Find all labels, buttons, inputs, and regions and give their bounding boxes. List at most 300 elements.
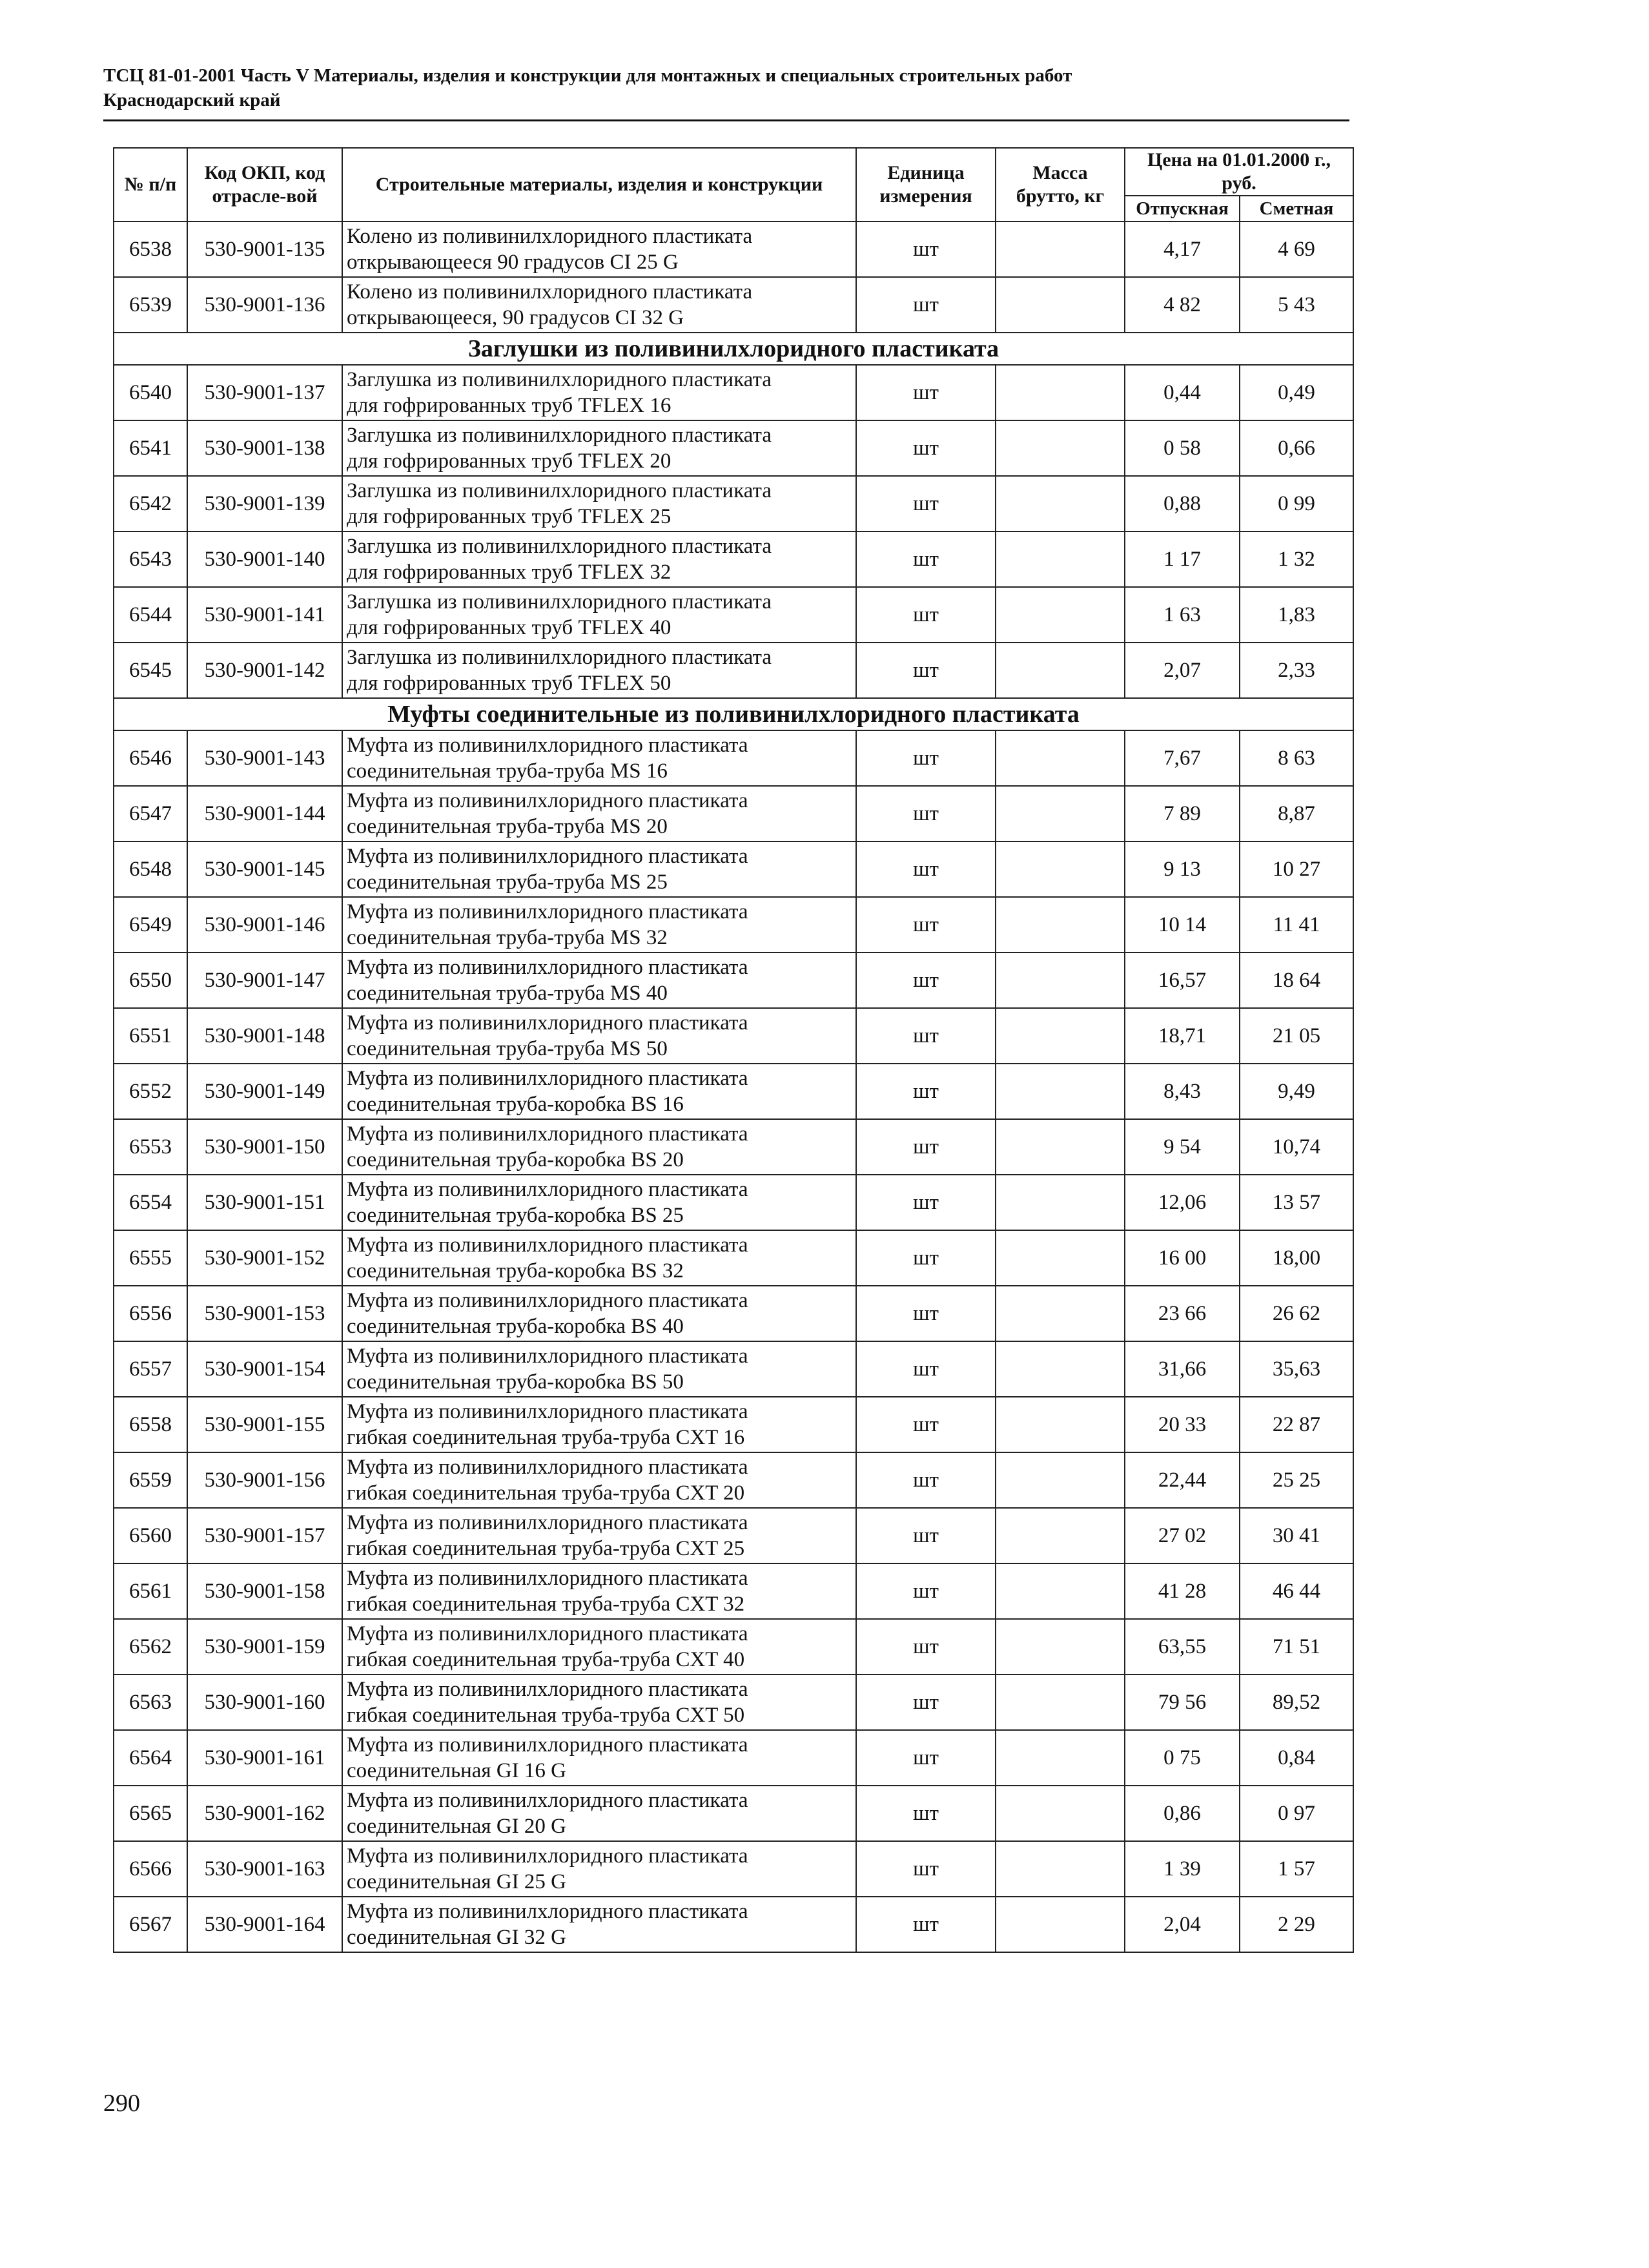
- row-code: 530-9001-142: [187, 643, 342, 698]
- row-description-line1: Муфта из поливинилхлоридного пластиката: [347, 1511, 748, 1534]
- row-price-release: 1 39: [1125, 1841, 1240, 1897]
- row-mass: [996, 1897, 1125, 1952]
- row-price-estimate: 71 51: [1240, 1619, 1353, 1675]
- row-description-line2: гибкая соединительная труба-труба CXT 20: [347, 1481, 745, 1505]
- row-number: 6562: [114, 1619, 187, 1675]
- row-unit: шт: [856, 420, 996, 476]
- row-number: 6567: [114, 1897, 187, 1952]
- row-price-estimate: 9,49: [1240, 1064, 1353, 1119]
- row-description-line1: Муфта из поливинилхлоридного пластиката: [347, 1067, 748, 1090]
- table-row: [114, 1175, 1353, 1230]
- row-unit: шт: [856, 1452, 996, 1508]
- table-row: [114, 786, 1353, 841]
- table-row: [114, 587, 1353, 643]
- row-description: [342, 897, 856, 953]
- row-code: 530-9001-140: [187, 531, 342, 587]
- col-header-mass: Масса брутто, кг: [996, 148, 1125, 222]
- row-price-release: 0,44: [1125, 365, 1240, 420]
- row-price-release: 63,55: [1125, 1619, 1240, 1675]
- row-unit: шт: [856, 841, 996, 897]
- row-code: 530-9001-149: [187, 1064, 342, 1119]
- row-mass: [996, 476, 1125, 531]
- row-description-line1: Муфта из поливинилхлоридного пластиката: [347, 734, 748, 757]
- row-code: 530-9001-161: [187, 1730, 342, 1786]
- row-description: [342, 953, 856, 1008]
- row-description: [342, 730, 856, 786]
- row-code: 530-9001-147: [187, 953, 342, 1008]
- row-description: [342, 1341, 856, 1397]
- row-description-line2: для гофрированных труб TFLEX 25: [347, 505, 671, 528]
- row-number: 6555: [114, 1230, 187, 1286]
- row-price-release: 0,88: [1125, 476, 1240, 531]
- section-row: [114, 333, 1353, 365]
- row-price-release: 9 54: [1125, 1119, 1240, 1175]
- row-description-line2: гибкая соединительная труба-труба CXT 16: [347, 1426, 745, 1449]
- row-code: 530-9001-139: [187, 476, 342, 531]
- row-price-estimate: 5 43: [1240, 277, 1353, 333]
- row-price-release: 22,44: [1125, 1452, 1240, 1508]
- row-price-release: 7 89: [1125, 786, 1240, 841]
- row-description-line1: Муфта из поливинилхлоридного пластиката: [347, 1567, 748, 1590]
- row-mass: [996, 531, 1125, 587]
- row-code: 530-9001-162: [187, 1786, 342, 1841]
- row-price-estimate: 22 87: [1240, 1397, 1353, 1452]
- row-price-release: 20 33: [1125, 1397, 1240, 1452]
- row-price-estimate: 11 41: [1240, 897, 1353, 953]
- table-row: [114, 1508, 1353, 1563]
- row-unit: шт: [856, 1897, 996, 1952]
- row-price-release: 1 17: [1125, 531, 1240, 587]
- row-number: 6547: [114, 786, 187, 841]
- row-description: [342, 1397, 856, 1452]
- row-description-line2: гибкая соединительная труба-труба CXT 40: [347, 1648, 745, 1671]
- row-description-line1: Муфта из поливинилхлоридного пластиката: [347, 1789, 748, 1812]
- row-unit: шт: [856, 1675, 996, 1730]
- row-price-release: 2,04: [1125, 1897, 1240, 1952]
- row-code: 530-9001-138: [187, 420, 342, 476]
- row-code: 530-9001-155: [187, 1397, 342, 1452]
- row-unit: шт: [856, 1397, 996, 1452]
- table-row: [114, 841, 1353, 897]
- row-number: 6541: [114, 420, 187, 476]
- row-code: 530-9001-143: [187, 730, 342, 786]
- row-price-release: 27 02: [1125, 1508, 1240, 1563]
- row-description-line2: гибкая соединительная труба-труба CXT 32: [347, 1593, 745, 1616]
- row-description: [342, 587, 856, 643]
- row-unit: шт: [856, 1619, 996, 1675]
- row-description-line2: соединительная труба-коробка BS 25: [347, 1204, 684, 1227]
- row-unit: шт: [856, 786, 996, 841]
- row-unit: шт: [856, 1008, 996, 1064]
- row-description: [342, 1286, 856, 1341]
- row-number: 6543: [114, 531, 187, 587]
- row-number: 6565: [114, 1786, 187, 1841]
- row-description: [342, 1508, 856, 1563]
- row-number: 6554: [114, 1175, 187, 1230]
- section-title-plugs: Заглушки из поливинилхлоридного пластиката: [114, 333, 1353, 365]
- row-mass: [996, 1397, 1125, 1452]
- row-number: 6556: [114, 1286, 187, 1341]
- row-mass: [996, 1286, 1125, 1341]
- header-title: ТСЦ 81-01-2001 Часть V Материалы, изделия и конструкции для монтажных и специальных строительных работ: [103, 65, 1072, 86]
- row-price-release: 16 00: [1125, 1230, 1240, 1286]
- table-row: [114, 1452, 1353, 1508]
- row-price-release: 0 58: [1125, 420, 1240, 476]
- table-row: [114, 730, 1353, 786]
- row-number: 6542: [114, 476, 187, 531]
- row-mass: [996, 1230, 1125, 1286]
- row-number: 6539: [114, 277, 187, 333]
- row-unit: шт: [856, 953, 996, 1008]
- row-number: 6538: [114, 222, 187, 277]
- row-number: 6546: [114, 730, 187, 786]
- row-code: 530-9001-164: [187, 1897, 342, 1952]
- row-unit: шт: [856, 730, 996, 786]
- header-region: Краснодарский край: [103, 90, 281, 110]
- row-description: [342, 420, 856, 476]
- row-price-release: 7,67: [1125, 730, 1240, 786]
- row-unit: шт: [856, 1508, 996, 1563]
- row-unit: шт: [856, 1175, 996, 1230]
- row-number: 6561: [114, 1563, 187, 1619]
- row-price-release: 1 63: [1125, 587, 1240, 643]
- row-description: [342, 1675, 856, 1730]
- row-price-estimate: 89,52: [1240, 1675, 1353, 1730]
- row-mass: [996, 365, 1125, 420]
- row-description: [342, 1619, 856, 1675]
- row-description: [342, 476, 856, 531]
- table-row: [114, 1841, 1353, 1897]
- table-row: [114, 1619, 1353, 1675]
- table-body-plugs: [114, 365, 1353, 698]
- row-price-estimate: 18,00: [1240, 1230, 1353, 1286]
- row-code: 530-9001-159: [187, 1619, 342, 1675]
- col-header-code: Код ОКП, код отрасле-вой: [187, 148, 342, 222]
- row-description-line2: гибкая соединительная труба-труба CXT 25: [347, 1537, 745, 1560]
- row-number: 6563: [114, 1675, 187, 1730]
- col-header-unit: Единица измерения: [856, 148, 996, 222]
- row-description-line2: открывающееся 90 градусов CI 25 G: [347, 251, 679, 274]
- row-code: 530-9001-145: [187, 841, 342, 897]
- row-unit: шт: [856, 1563, 996, 1619]
- row-description-line2: соединительная GI 20 G: [347, 1815, 567, 1838]
- row-mass: [996, 222, 1125, 277]
- row-description-line2: для гофрированных труб TFLEX 40: [347, 616, 671, 639]
- table-row: [114, 1397, 1353, 1452]
- row-price-estimate: 2,33: [1240, 643, 1353, 698]
- row-description: [342, 841, 856, 897]
- row-description-line1: Заглушка из поливинилхлоридного пластиката: [347, 479, 772, 502]
- row-unit: шт: [856, 587, 996, 643]
- row-description-line2: соединительная GI 25 G: [347, 1870, 567, 1893]
- row-description: [342, 1230, 856, 1286]
- row-description-line1: Муфта из поливинилхлоридного пластиката: [347, 1178, 748, 1201]
- section-couplings: [114, 698, 1353, 730]
- row-code: 530-9001-154: [187, 1341, 342, 1397]
- row-description: [342, 1897, 856, 1952]
- col-header-price-release: Отпускная: [1125, 196, 1240, 222]
- row-mass: [996, 897, 1125, 953]
- row-description-line2: для гофрированных труб TFLEX 16: [347, 394, 671, 417]
- table-row: [114, 1119, 1353, 1175]
- row-code: 530-9001-156: [187, 1452, 342, 1508]
- row-description: [342, 1008, 856, 1064]
- row-mass: [996, 277, 1125, 333]
- row-number: 6540: [114, 365, 187, 420]
- row-description-line1: Муфта из поливинилхлоридного пластиката: [347, 1011, 748, 1035]
- row-description-line1: Заглушка из поливинилхлоридного пластиката: [347, 535, 772, 558]
- row-mass: [996, 587, 1125, 643]
- row-price-estimate: 26 62: [1240, 1286, 1353, 1341]
- row-mass: [996, 1064, 1125, 1119]
- row-price-release: 16,57: [1125, 953, 1240, 1008]
- section-plugs: [114, 333, 1353, 365]
- row-description-line2: соединительная труба-коробка BS 50: [347, 1370, 684, 1394]
- row-price-release: 10 14: [1125, 897, 1240, 953]
- row-number: 6550: [114, 953, 187, 1008]
- row-price-release: 18,71: [1125, 1008, 1240, 1064]
- row-description-line1: Муфта из поливинилхлоридного пластиката: [347, 1233, 748, 1257]
- row-price-release: 8,43: [1125, 1064, 1240, 1119]
- row-unit: шт: [856, 1286, 996, 1341]
- row-description-line1: Муфта из поливинилхлоридного пластиката: [347, 1844, 748, 1868]
- row-description: [342, 1119, 856, 1175]
- row-description: [342, 277, 856, 333]
- row-mass: [996, 1841, 1125, 1897]
- row-code: 530-9001-151: [187, 1175, 342, 1230]
- row-description-line1: Муфта из поливинилхлоридного пластиката: [347, 1622, 748, 1645]
- row-price-estimate: 1,83: [1240, 587, 1353, 643]
- row-mass: [996, 953, 1125, 1008]
- row-description-line1: Муфта из поливинилхлоридного пластиката: [347, 1456, 748, 1479]
- row-unit: шт: [856, 1064, 996, 1119]
- row-number: 6548: [114, 841, 187, 897]
- row-mass: [996, 643, 1125, 698]
- row-code: 530-9001-150: [187, 1119, 342, 1175]
- row-description-line2: для гофрированных труб TFLEX 20: [347, 449, 671, 473]
- row-price-estimate: 0,66: [1240, 420, 1353, 476]
- row-price-estimate: 8,87: [1240, 786, 1353, 841]
- row-description-line1: Заглушка из поливинилхлоридного пластиката: [347, 424, 772, 447]
- row-number: 6552: [114, 1064, 187, 1119]
- table-row: [114, 1064, 1353, 1119]
- row-price-estimate: 25 25: [1240, 1452, 1353, 1508]
- col-header-price: Цена на 01.01.2000 г., руб.: [1125, 148, 1353, 196]
- row-code: 530-9001-160: [187, 1675, 342, 1730]
- row-code: 530-9001-146: [187, 897, 342, 953]
- row-mass: [996, 841, 1125, 897]
- row-unit: шт: [856, 897, 996, 953]
- row-description: [342, 1563, 856, 1619]
- row-number: 6553: [114, 1119, 187, 1175]
- row-mass: [996, 1508, 1125, 1563]
- row-mass: [996, 420, 1125, 476]
- row-description: [342, 531, 856, 587]
- row-number: 6545: [114, 643, 187, 698]
- row-description-line1: Колено из поливинилхлоридного пластиката: [347, 225, 753, 248]
- row-unit: шт: [856, 1841, 996, 1897]
- table-row: [114, 1675, 1353, 1730]
- table-row: [114, 222, 1353, 277]
- row-code: 530-9001-141: [187, 587, 342, 643]
- table-row: [114, 1897, 1353, 1952]
- row-description-line2: соединительная труба-коробка BS 16: [347, 1093, 684, 1116]
- row-code: 530-9001-153: [187, 1286, 342, 1341]
- row-description: [342, 365, 856, 420]
- row-description-line2: соединительная труба-труба MS 20: [347, 815, 668, 838]
- col-header-num: № п/п: [114, 148, 187, 222]
- table-row: [114, 476, 1353, 531]
- row-description-line2: соединительная труба-труба MS 25: [347, 871, 668, 894]
- row-description-line2: для гофрированных труб TFLEX 50: [347, 672, 671, 695]
- row-price-estimate: 18 64: [1240, 953, 1353, 1008]
- row-price-estimate: 1 57: [1240, 1841, 1353, 1897]
- row-mass: [996, 786, 1125, 841]
- row-code: 530-9001-137: [187, 365, 342, 420]
- table-row: [114, 643, 1353, 698]
- row-number: 6557: [114, 1341, 187, 1397]
- table-row: [114, 277, 1353, 333]
- row-description-line1: Муфта из поливинилхлоридного пластиката: [347, 1122, 748, 1146]
- row-unit: шт: [856, 1786, 996, 1841]
- row-description-line2: открывающееся, 90 градусов CI 32 G: [347, 306, 684, 329]
- row-price-estimate: 0,49: [1240, 365, 1353, 420]
- row-price-release: 4,17: [1125, 222, 1240, 277]
- row-price-release: 9 13: [1125, 841, 1240, 897]
- price-table: [113, 147, 1354, 1953]
- row-description-line1: Муфта из поливинилхлоридного пластиката: [347, 956, 748, 979]
- row-description-line1: Муфта из поливинилхлоридного пластиката: [347, 845, 748, 868]
- table-row: [114, 1786, 1353, 1841]
- row-unit: шт: [856, 1119, 996, 1175]
- section-row: [114, 698, 1353, 730]
- row-mass: [996, 1008, 1125, 1064]
- row-description-line1: Заглушка из поливинилхлоридного пластиката: [347, 590, 772, 613]
- row-number: 6558: [114, 1397, 187, 1452]
- row-unit: шт: [856, 1730, 996, 1786]
- row-description-line2: соединительная труба-труба MS 40: [347, 982, 668, 1005]
- row-description-line1: Заглушка из поливинилхлоридного пластиката: [347, 368, 772, 391]
- row-unit: шт: [856, 643, 996, 698]
- row-description-line2: для гофрированных труб TFLEX 32: [347, 561, 671, 584]
- row-description: [342, 1175, 856, 1230]
- row-mass: [996, 1730, 1125, 1786]
- row-description: [342, 1452, 856, 1508]
- row-price-estimate: 2 29: [1240, 1897, 1353, 1952]
- row-unit: шт: [856, 277, 996, 333]
- row-description-line2: гибкая соединительная труба-труба CXT 50: [347, 1704, 745, 1727]
- row-mass: [996, 1175, 1125, 1230]
- row-description-line1: Колено из поливинилхлоридного пластиката: [347, 280, 753, 304]
- table-row: [114, 1341, 1353, 1397]
- row-code: 530-9001-158: [187, 1563, 342, 1619]
- table-row: [114, 1563, 1353, 1619]
- row-description-line1: Муфта из поливинилхлоридного пластиката: [347, 1733, 748, 1757]
- row-mass: [996, 1563, 1125, 1619]
- col-header-name: Строительные материалы, изделия и конструкции: [342, 148, 856, 222]
- row-description-line1: Муфта из поливинилхлоридного пластиката: [347, 1678, 748, 1701]
- row-price-estimate: 8 63: [1240, 730, 1353, 786]
- row-description-line1: Муфта из поливинилхлоридного пластиката: [347, 789, 748, 812]
- row-description-line2: соединительная GI 16 G: [347, 1759, 567, 1782]
- row-price-estimate: 21 05: [1240, 1008, 1353, 1064]
- row-unit: шт: [856, 1341, 996, 1397]
- table-body-top: [114, 222, 1353, 333]
- row-number: 6551: [114, 1008, 187, 1064]
- row-number: 6544: [114, 587, 187, 643]
- row-description: [342, 643, 856, 698]
- row-description-line1: Муфта из поливинилхлоридного пластиката: [347, 1900, 748, 1923]
- row-code: 530-9001-152: [187, 1230, 342, 1286]
- row-code: 530-9001-135: [187, 222, 342, 277]
- row-description-line1: Муфта из поливинилхлоридного пластиката: [347, 1289, 748, 1312]
- row-price-release: 0 75: [1125, 1730, 1240, 1786]
- row-description-line2: соединительная труба-труба MS 32: [347, 926, 668, 949]
- row-description-line1: Муфта из поливинилхлоридного пластиката: [347, 1345, 748, 1368]
- row-mass: [996, 1675, 1125, 1730]
- row-price-release: 12,06: [1125, 1175, 1240, 1230]
- row-price-release: 79 56: [1125, 1675, 1240, 1730]
- section-title-couplings: Муфты соединительные из поливинилхлоридного пластиката: [114, 698, 1353, 730]
- table-row: [114, 420, 1353, 476]
- row-description: [342, 1730, 856, 1786]
- header-divider: [103, 119, 1349, 121]
- row-price-estimate: 13 57: [1240, 1175, 1353, 1230]
- row-description-line1: Муфта из поливинилхлоридного пластиката: [347, 900, 748, 923]
- row-number: 6564: [114, 1730, 187, 1786]
- row-unit: шт: [856, 365, 996, 420]
- table-row: [114, 1230, 1353, 1286]
- row-price-estimate: 10,74: [1240, 1119, 1353, 1175]
- table-row: [114, 1730, 1353, 1786]
- row-description-line2: соединительная труба-коробка BS 20: [347, 1148, 684, 1171]
- row-price-estimate: 10 27: [1240, 841, 1353, 897]
- row-code: 530-9001-136: [187, 277, 342, 333]
- row-description: [342, 1786, 856, 1841]
- table-header-row: [114, 148, 1353, 196]
- row-mass: [996, 730, 1125, 786]
- table-row: [114, 1286, 1353, 1341]
- row-number: 6559: [114, 1452, 187, 1508]
- table-row: [114, 531, 1353, 587]
- row-price-release: 2,07: [1125, 643, 1240, 698]
- row-description: [342, 1064, 856, 1119]
- row-mass: [996, 1452, 1125, 1508]
- row-description-line2: соединительная труба-труба MS 50: [347, 1037, 668, 1060]
- row-price-estimate: 30 41: [1240, 1508, 1353, 1563]
- row-unit: шт: [856, 1230, 996, 1286]
- row-description: [342, 786, 856, 841]
- row-number: 6566: [114, 1841, 187, 1897]
- row-price-release: 0,86: [1125, 1786, 1240, 1841]
- table-row: [114, 1008, 1353, 1064]
- row-unit: шт: [856, 531, 996, 587]
- row-code: 530-9001-148: [187, 1008, 342, 1064]
- row-price-estimate: 1 32: [1240, 531, 1353, 587]
- row-price-estimate: 4 69: [1240, 222, 1353, 277]
- row-number: 6549: [114, 897, 187, 953]
- row-mass: [996, 1786, 1125, 1841]
- table-body-couplings: [114, 730, 1353, 1952]
- row-code: 530-9001-144: [187, 786, 342, 841]
- row-code: 530-9001-163: [187, 1841, 342, 1897]
- row-price-estimate: 0 99: [1240, 476, 1353, 531]
- row-description-line1: Заглушка из поливинилхлоридного пластиката: [347, 646, 772, 669]
- row-price-release: 31,66: [1125, 1341, 1240, 1397]
- row-description-line2: соединительная труба-труба MS 16: [347, 759, 668, 783]
- row-price-estimate: 46 44: [1240, 1563, 1353, 1619]
- row-description: [342, 222, 856, 277]
